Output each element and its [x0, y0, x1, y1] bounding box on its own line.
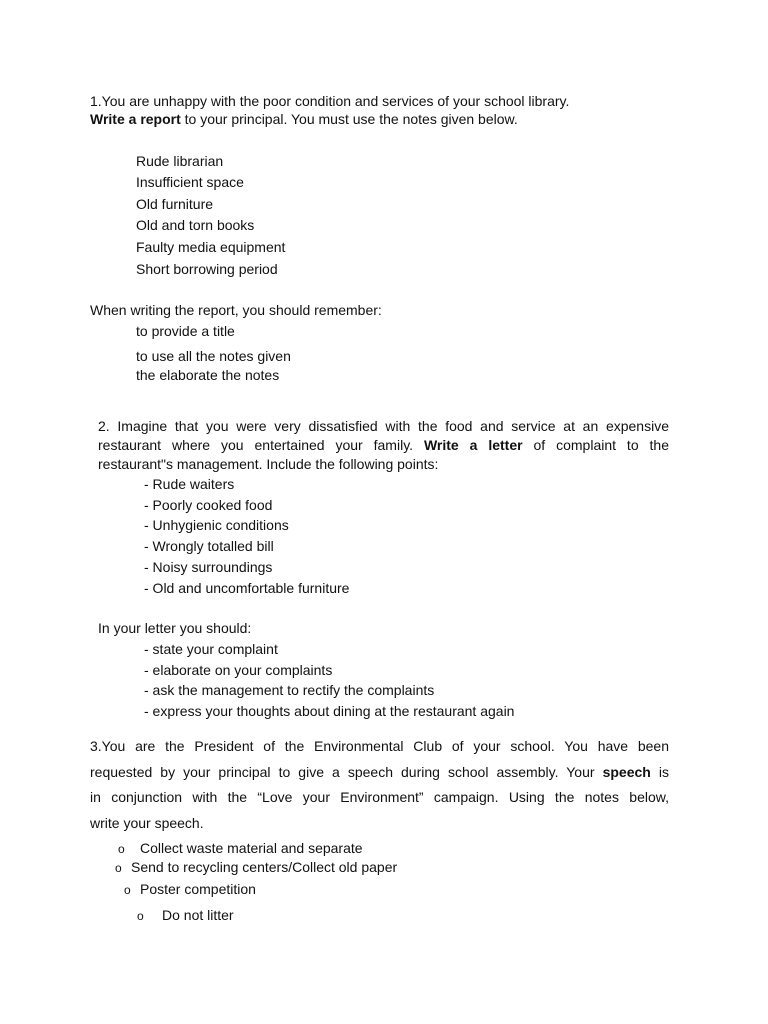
q2-write-letter-bold: Write a letter [423, 437, 523, 453]
q3-prompt-line4: write your speech. [90, 815, 204, 831]
q2-should-item: - state your complaint [144, 641, 278, 657]
bullet-icon: o [137, 909, 144, 923]
q2-prompt-line3: restaurant"s management. Include the following points: [98, 456, 439, 472]
q2-point: - Old and uncomfortable furniture [144, 580, 350, 596]
q2-point: - Noisy surroundings [144, 559, 273, 575]
q1-remember-item: to provide a title [136, 323, 235, 339]
q2-prompt-line2 [98, 437, 669, 454]
q3-note: Collect waste material and separate [140, 840, 363, 856]
q2-point: - Unhygienic conditions [144, 517, 289, 533]
q3-prompt-line1: 3.You are the President of the Environmental Club of your school. You have been [90, 738, 669, 754]
q2-point: - Wrongly totalled bill [144, 538, 274, 554]
q3-prompt-line2-end: is [658, 764, 670, 780]
q1-remember-item: to use all the notes given [136, 348, 291, 364]
q2-prompt-line1: 2. Imagine that you were very dissatisfied with the food and service at an expensive [98, 418, 669, 434]
q3-speech-bold: speech [602, 764, 651, 780]
q1-note: Insufficient space [136, 174, 244, 190]
bullet-icon: o [115, 861, 122, 875]
q1-prompt-line2 [90, 111, 518, 128]
q2-prompt-line2-start: restaurant where you entertained your family. [98, 437, 414, 453]
q1-write-report-bold: Write a report [90, 111, 181, 127]
q2-point: - Poorly cooked food [144, 497, 273, 513]
bullet-icon: o [118, 842, 125, 856]
q2-should-item: - express your thoughts about dining at the restaurant again [144, 703, 515, 719]
q1-prompt-line2-rest: to your principal. You must use the notes given below. [180, 111, 518, 127]
q3-prompt-line3: in conjunction with the “Love your Environment” campaign. Using the notes below, [90, 789, 669, 805]
q1-remember-heading: When writing the report, you should remember: [90, 302, 382, 318]
q1-remember-item: the elaborate the notes [136, 367, 280, 383]
q3-note: Do not litter [162, 907, 234, 923]
q2-should-item: - elaborate on your complaints [144, 662, 333, 678]
q1-prompt-line1: 1.You are unhappy with the poor condition and services of your school library. [90, 93, 570, 109]
q1-note: Rude librarian [136, 153, 224, 169]
q2-prompt-line2-end: of complaint to the [533, 437, 669, 453]
q2-should-item: - ask the management to rectify the complaints [144, 682, 435, 698]
q1-note: Short borrowing period [136, 261, 278, 277]
q3-note: Send to recycling centers/Collect old paper [131, 859, 398, 875]
q1-note: Old and torn books [136, 217, 255, 233]
q3-prompt-line2-start: requested by your principal to give a speech during school assembly. Your [90, 764, 595, 780]
q2-point: - Rude waiters [144, 476, 235, 492]
q2-should-heading: In your letter you should: [98, 620, 252, 636]
q3-note: Poster competition [140, 881, 256, 897]
q3-prompt-line2 [90, 764, 669, 781]
q1-note: Faulty media equipment [136, 239, 286, 255]
bullet-icon: o [124, 883, 131, 897]
q1-note: Old furniture [136, 196, 214, 212]
